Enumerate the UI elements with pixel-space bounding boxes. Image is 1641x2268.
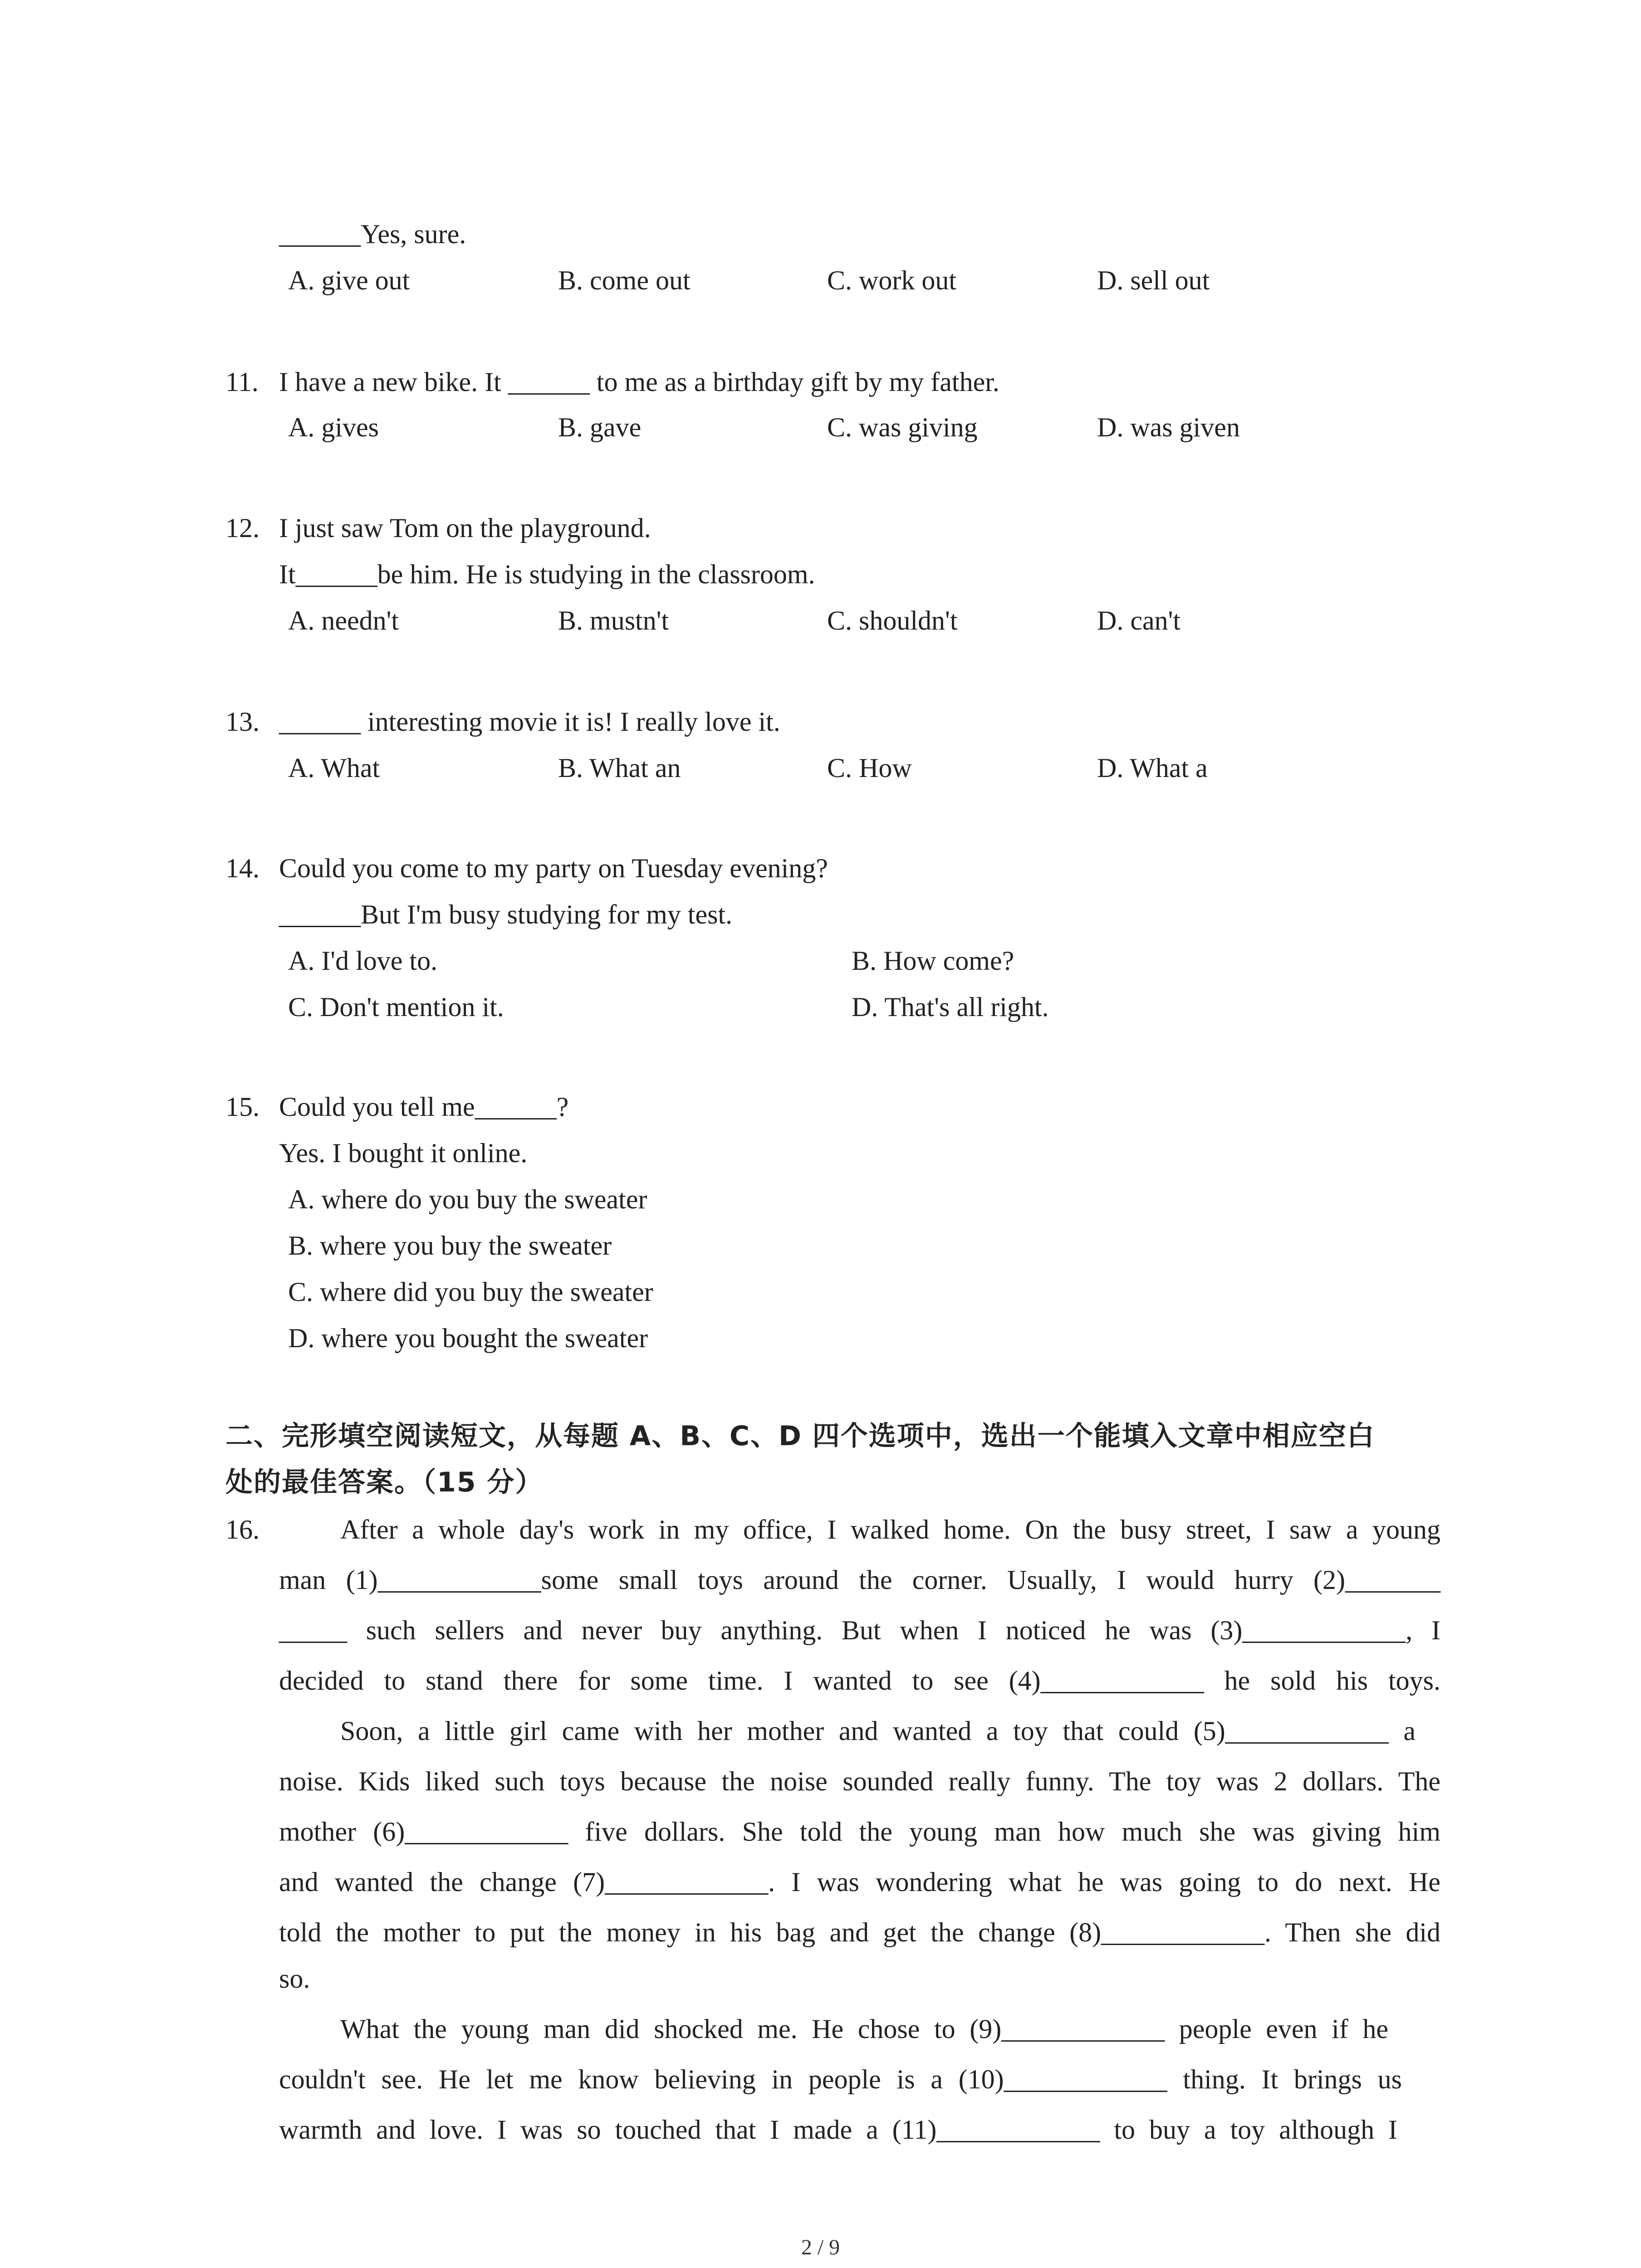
q11-option-a: A. gives [288, 412, 379, 442]
q12-option-b: B. mustn't [558, 606, 669, 635]
q13-option-d: D. What a [1097, 753, 1208, 783]
q12-line2: It______be him. He is studying in the classroom. [279, 559, 815, 589]
q15-option-a: A. where do you buy the sweater [288, 1184, 647, 1214]
q12-option-a: A. needn't [288, 606, 399, 635]
q14-number: 14. [225, 853, 260, 883]
passage-line: decided to stand there for some time. I wanted to see (4)____________ he sold his toys. [279, 1666, 1440, 1696]
q13-number: 13. [225, 707, 260, 737]
q10-option-d: D. sell out [1097, 265, 1210, 295]
q15-number: 15. [225, 1092, 260, 1122]
q11-option-c: C. was giving [827, 412, 978, 442]
q11-stem: I have a new bike. It ______ to me as a birthday gift by my father. [279, 367, 999, 397]
q13-option-b: B. What an [558, 753, 681, 783]
passage-line: What the young man did shocked me. He chose to (9)____________ people even if he [340, 2014, 1388, 2044]
q15-option-d: D. where you bought the sweater [288, 1323, 648, 1353]
q14-option-b: B. How come? [852, 946, 1014, 976]
passage-line: so. [279, 1964, 310, 1994]
q14-option-a: A. I'd love to. [288, 946, 438, 976]
passage-line: noise. Kids liked such toys because the noise sounded really funny. The toy was 2 dollars. The [279, 1766, 1440, 1796]
passage-line: told the mother to put the money in his bag and get the change (8)____________. Then she did [279, 1917, 1440, 1947]
q10-option-c: C. work out [827, 265, 956, 295]
q10-option-b: B. come out [558, 265, 691, 295]
q12-option-d: D. can't [1097, 606, 1181, 635]
q13-stem: ______ interesting movie it is! I really love it. [279, 707, 780, 737]
q16-number: 16. [225, 1515, 260, 1545]
q13-option-c: C. How [827, 753, 912, 783]
q10-answer-line: ______Yes, sure. [279, 219, 466, 249]
q14-option-c: C. Don't mention it. [288, 992, 504, 1022]
section-heading-line2: 处的最佳答案。（15 分） [225, 1466, 544, 1498]
page-number: 2 / 9 [801, 2235, 840, 2259]
q13-option-a: A. What [288, 753, 380, 783]
q12-stem: I just saw Tom on the playground. [279, 513, 651, 543]
passage-line: man (1)____________some small toys around the corner. Usually, I would hurry (2)_______ [279, 1565, 1440, 1595]
q15-line2: Yes. I bought it online. [279, 1138, 528, 1168]
q14-stem: Could you come to my party on Tuesday evening? [279, 853, 828, 883]
q15-option-b: B. where you buy the sweater [288, 1231, 612, 1261]
passage-line: couldn't see. He let me know believing in people is a (10)____________ thing. It brings us [279, 2064, 1402, 2094]
passage-line: After a whole day's work in my office, I walked home. On the busy street, I saw a young [340, 1515, 1440, 1545]
q11-option-b: B. gave [558, 412, 642, 442]
passage-line: _____ such sellers and never buy anything. But when I noticed he was (3)____________, I [279, 1615, 1440, 1645]
q12-number: 12. [225, 513, 260, 543]
q11-number: 11. [225, 367, 259, 397]
q14-option-d: D. That's all right. [852, 992, 1049, 1022]
q12-option-c: C. shouldn't [827, 606, 958, 635]
passage-line: warmth and love. I was so touched that I made a (11)____________ to buy a toy although I [279, 2115, 1397, 2145]
passage-line: mother (6)____________ five dollars. She told the young man how much she was giving him [279, 1817, 1440, 1847]
q10-option-a: A. give out [288, 265, 410, 295]
q15-option-c: C. where did you buy the sweater [288, 1277, 653, 1307]
passage-line: Soon, a little girl came with her mother and wanted a toy that could (5)____________ a [340, 1716, 1416, 1746]
section-heading-line1: 二、完形填空阅读短文，从每题 A、B、C、D 四个选项中，选出一个能填入文章中相应空白 [225, 1420, 1375, 1452]
q11-option-d: D. was given [1097, 412, 1240, 442]
passage-line: and wanted the change (7)____________. I was wondering what he was going to do next. He [279, 1867, 1440, 1897]
q14-line2: ______But I'm busy studying for my test. [279, 899, 733, 929]
q15-stem: Could you tell me______? [279, 1092, 569, 1122]
